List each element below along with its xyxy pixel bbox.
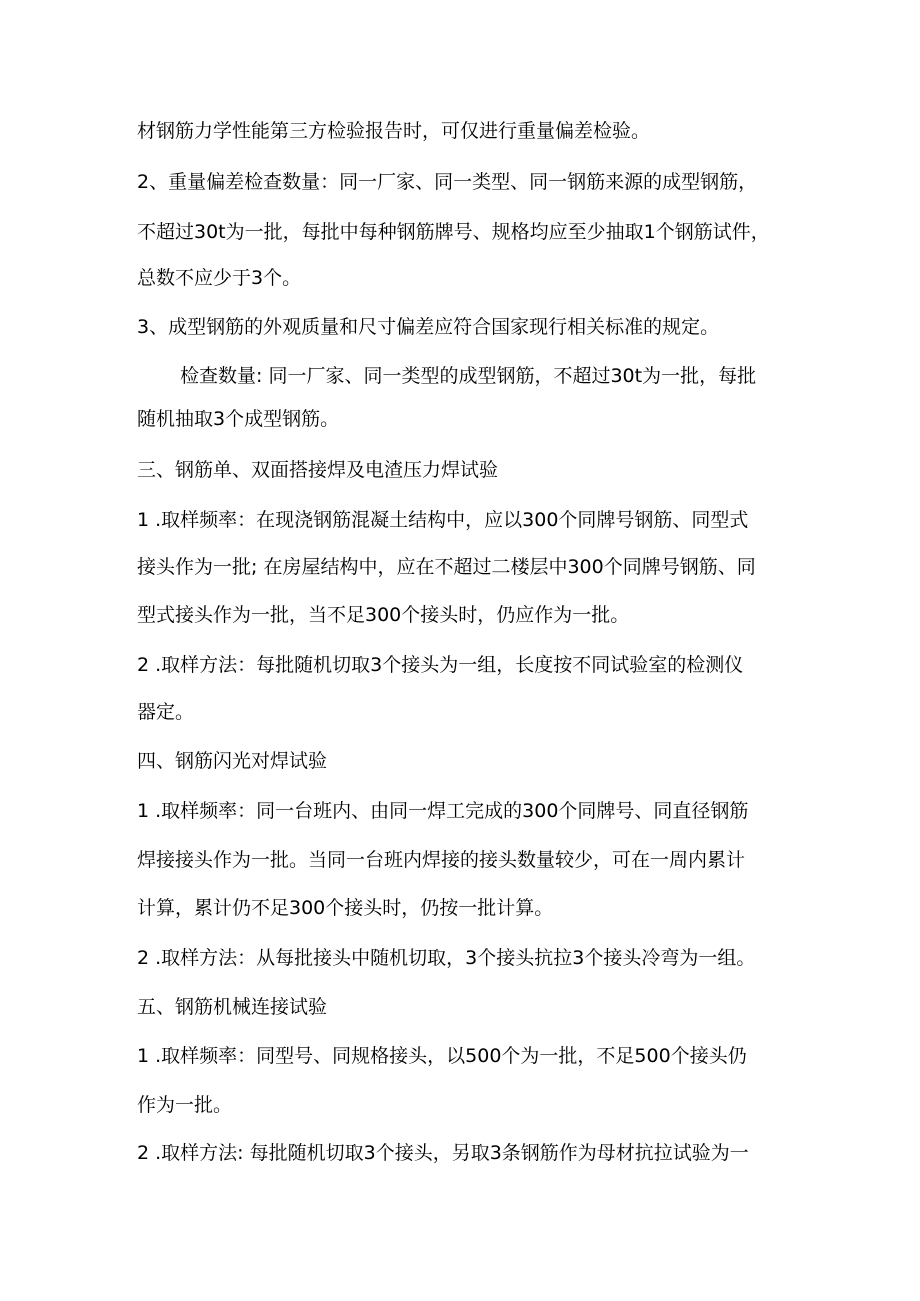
text-line: 焊接接头作为一批。当同一台班内焊接的接头数量较少，可在一周内累计 (137, 849, 746, 871)
section-heading: 五、钢筋机械连接试验 (137, 996, 328, 1018)
section-heading: 三、钢筋单、双面搭接焊及电渣压力焊试验 (137, 459, 499, 481)
text-line: 1 .取样频率：在现浇钢筋混凝土结构中，应以300个同牌号钢筋、同型式 (137, 509, 749, 531)
text-line: 3、成型钢筋的外观质量和尺寸偏差应符合国家现行相关标准的规定。 (137, 316, 720, 338)
text-line: 1 .取样频率：同型号、同规格接头，以500个为一批，不足500个接头仍 (137, 1045, 747, 1067)
text-line: 检查数量: 同一厂家、同一类型的成型钢筋，不超过30t为一批，每批 (180, 365, 757, 387)
text-line: 2 .取样方法：从每批接头中随机切取，3个接头抗拉3个接头冷弯为一组。 (137, 947, 756, 969)
text-line: 型式接头作为一批，当不足300个接头时，仍应作为一批。 (137, 604, 630, 626)
text-line: 2 .取样方法：每批随机切取3个接头为一组，长度按不同试验室的检测仪 (137, 654, 744, 676)
text-line: 随机抽取3个成型钢筋。 (137, 408, 340, 430)
text-line: 器定。 (137, 701, 195, 723)
text-line: 1 .取样频率：同一台班内、由同一焊工完成的300个同牌号、同直径钢筋 (137, 800, 749, 822)
text-line: 接头作为一批; 在房屋结构中，应在不超过二楼层中300个同牌号钢筋、同 (137, 556, 756, 578)
section-heading: 四、钢筋闪光对焊试验 (137, 750, 328, 772)
text-line: 总数不应少于3个。 (137, 267, 302, 289)
text-line: 作为一批。 (137, 1094, 233, 1116)
text-line: 材钢筋力学性能第三方检验报告时，可仅进行重量偏差检验。 (137, 120, 651, 142)
text-line: 不超过30t为一批，每批中每种钢筋牌号、规格均应至少抽取1个钢筋试件， (137, 221, 770, 243)
text-line: 2、重量偏差检查数量：同一厂家、同一类型、同一钢筋来源的成型钢筋， (137, 171, 758, 193)
text-line: 2 .取样方法: 每批随机切取3个接头，另取3条钢筋作为母材抗拉试验为一 (137, 1142, 749, 1164)
text-line: 计算，累计仍不足300个接头时，仍按一批计算。 (137, 897, 554, 919)
